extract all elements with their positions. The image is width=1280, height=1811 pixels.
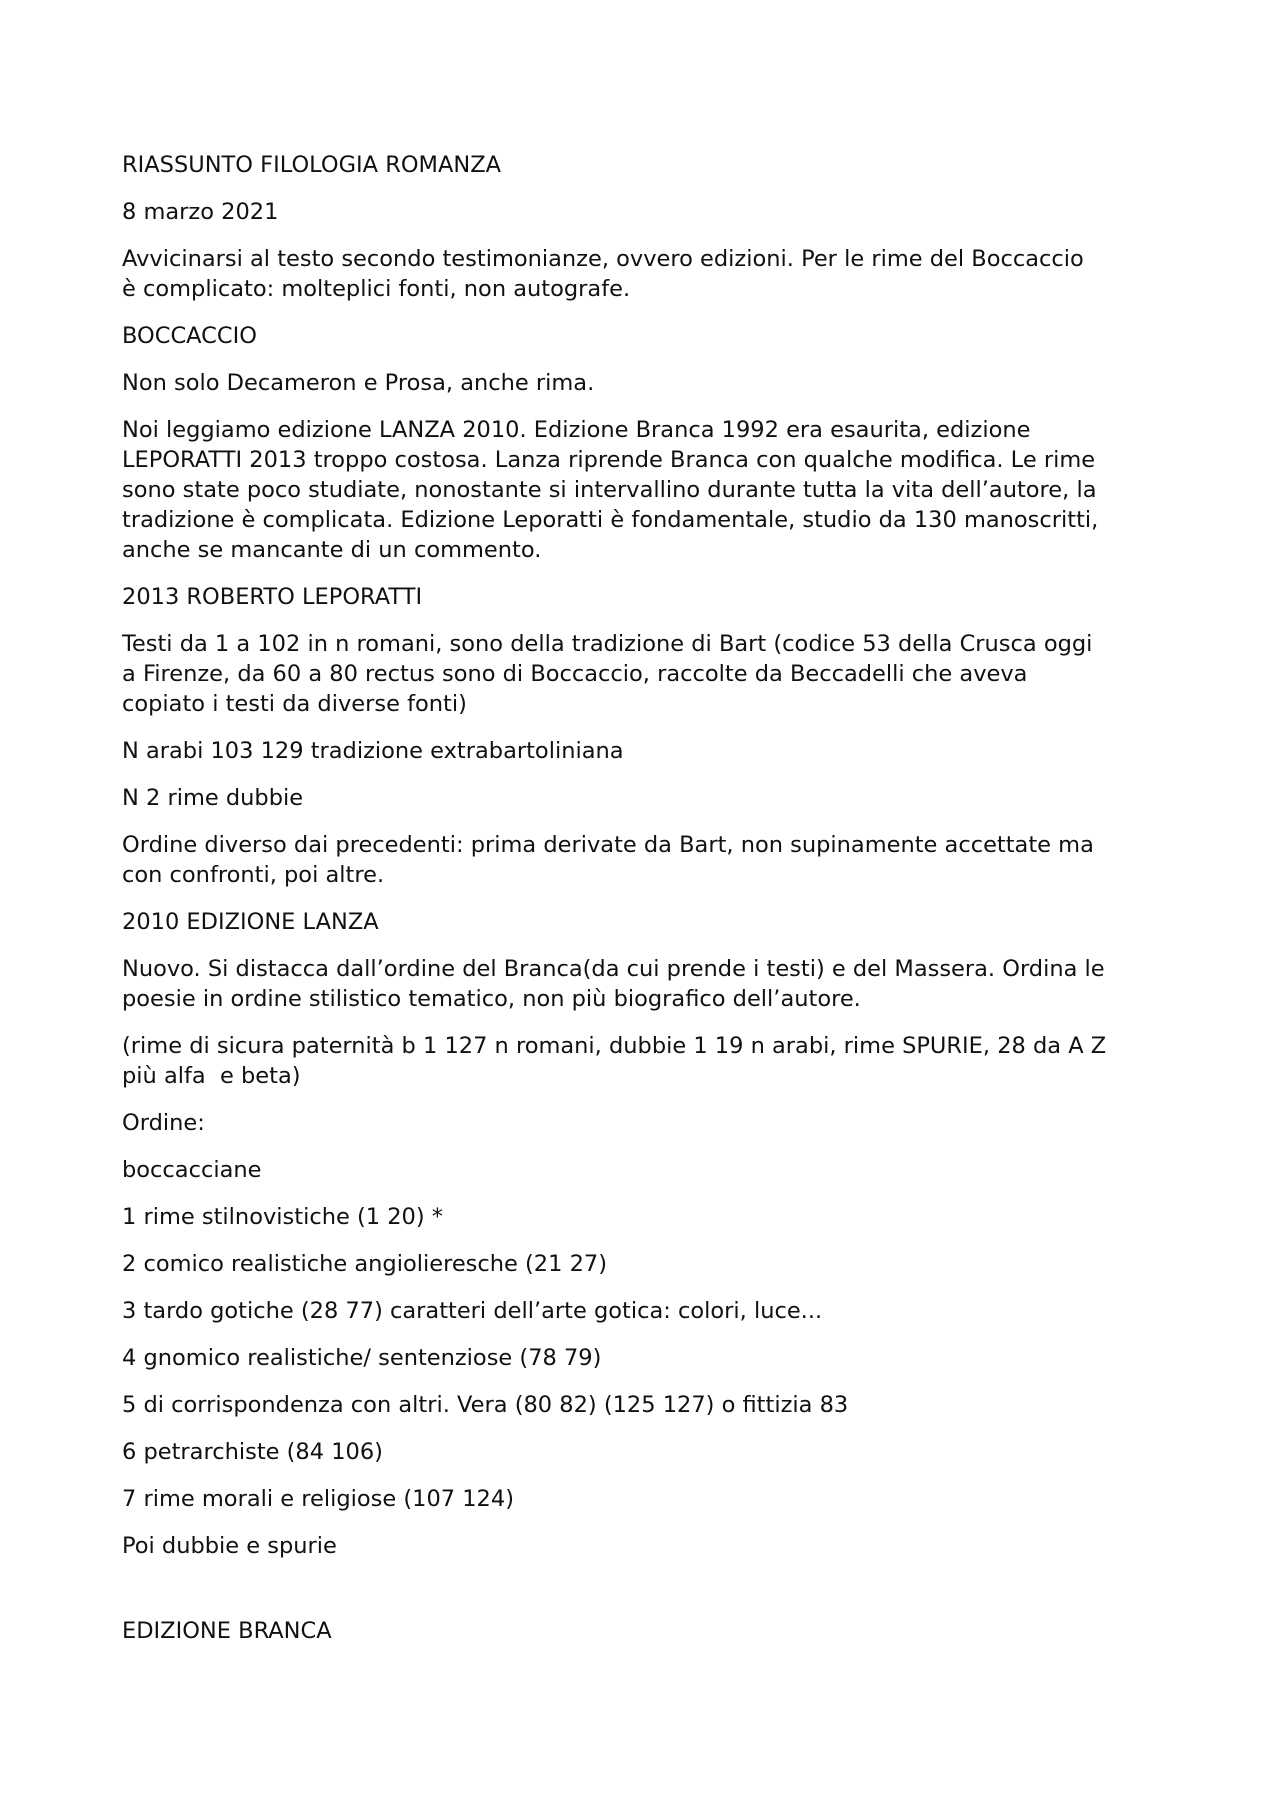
- paragraph: Non solo Decameron e Prosa, anche rima.: [122, 370, 595, 396]
- section-heading: 2010 EDIZIONE LANZA: [122, 909, 379, 935]
- paragraph: Avvicinarsi al testo secondo testimonianze, ovvero edizioni. Per le rime del Boccaccio è complicato: molteplici fonti, non autografe.: [122, 246, 1084, 302]
- blank-line: [122, 1578, 1172, 1616]
- list-item: 4 gnomico realistiche/ sentenziose (78 79): [122, 1345, 602, 1371]
- paragraph: Noi leggiamo edizione LANZA 2010. Edizione Branca 1992 era esaurita, edizione LEPORATTI 2013 troppo costosa. Lanza riprende Branca con qualche modifica. Le rime sono state poco studiate, nonostante si intervallino durante tutta la vita dell’autore, la tradizione è complicata. Edizione Leporatti è fondamentale, studio da 130 manoscritti, anche se mancante di un commento.: [122, 417, 1099, 563]
- paragraph: N 2 rime dubbie: [122, 785, 304, 811]
- paragraph: Poi dubbie e spurie: [122, 1533, 337, 1559]
- document-date: 8 marzo 2021: [122, 199, 279, 225]
- paragraph: Ordine diverso dai precedenti: prima derivate da Bart, non supinamente accettate ma con confronti, poi altre.: [122, 832, 1094, 888]
- section-heading: EDIZIONE BRANCA: [122, 1618, 332, 1644]
- section-heading: BOCCACCIO: [122, 323, 257, 349]
- list-item: 6 petrarchiste (84 106): [122, 1439, 383, 1465]
- paragraph: Nuovo. Si distacca dall’ordine del Branca(da cui prende i testi) e del Massera. Ordina le poesie in ordine stilistico tematico, non più biografico dell’autore.: [122, 956, 1105, 1012]
- list-item: 5 di corrispondenza con altri. Vera (80 82) (125 127) o fittizia 83: [122, 1392, 849, 1418]
- paragraph: Testi da 1 a 102 in n romani, sono della tradizione di Bart (codice 53 della Crusca oggi a Firenze, da 60 a 80 rectus sono di Boccaccio, raccolte da Beccadelli che aveva copiato i testi da diverse fonti): [122, 631, 1093, 717]
- paragraph: N arabi 103 129 tradizione extrabartoliniana: [122, 738, 624, 764]
- list-item: 3 tardo gotiche (28 77) caratteri dell’arte gotica: colori, luce...: [122, 1298, 823, 1324]
- paragraph: Ordine:: [122, 1110, 205, 1136]
- document-title: RIASSUNTO FILOLOGIA ROMANZA: [122, 152, 501, 178]
- list-item: 1 rime stilnovistiche (1 20) *: [122, 1204, 443, 1230]
- list-item: 2 comico realistiche angiolieresche (21 27): [122, 1251, 607, 1277]
- paragraph: boccacciane: [122, 1157, 262, 1183]
- list-item: 7 rime morali e religiose (107 124): [122, 1486, 514, 1512]
- document-page: [122, 150, 1172, 1663]
- paragraph: (rime di sicura paternità b 1 127 n romani, dubbie 1 19 n arabi, rime SPURIE, 28 da A Z più alfa e beta): [122, 1033, 1107, 1089]
- section-heading: 2013 ROBERTO LEPORATTI: [122, 584, 423, 610]
